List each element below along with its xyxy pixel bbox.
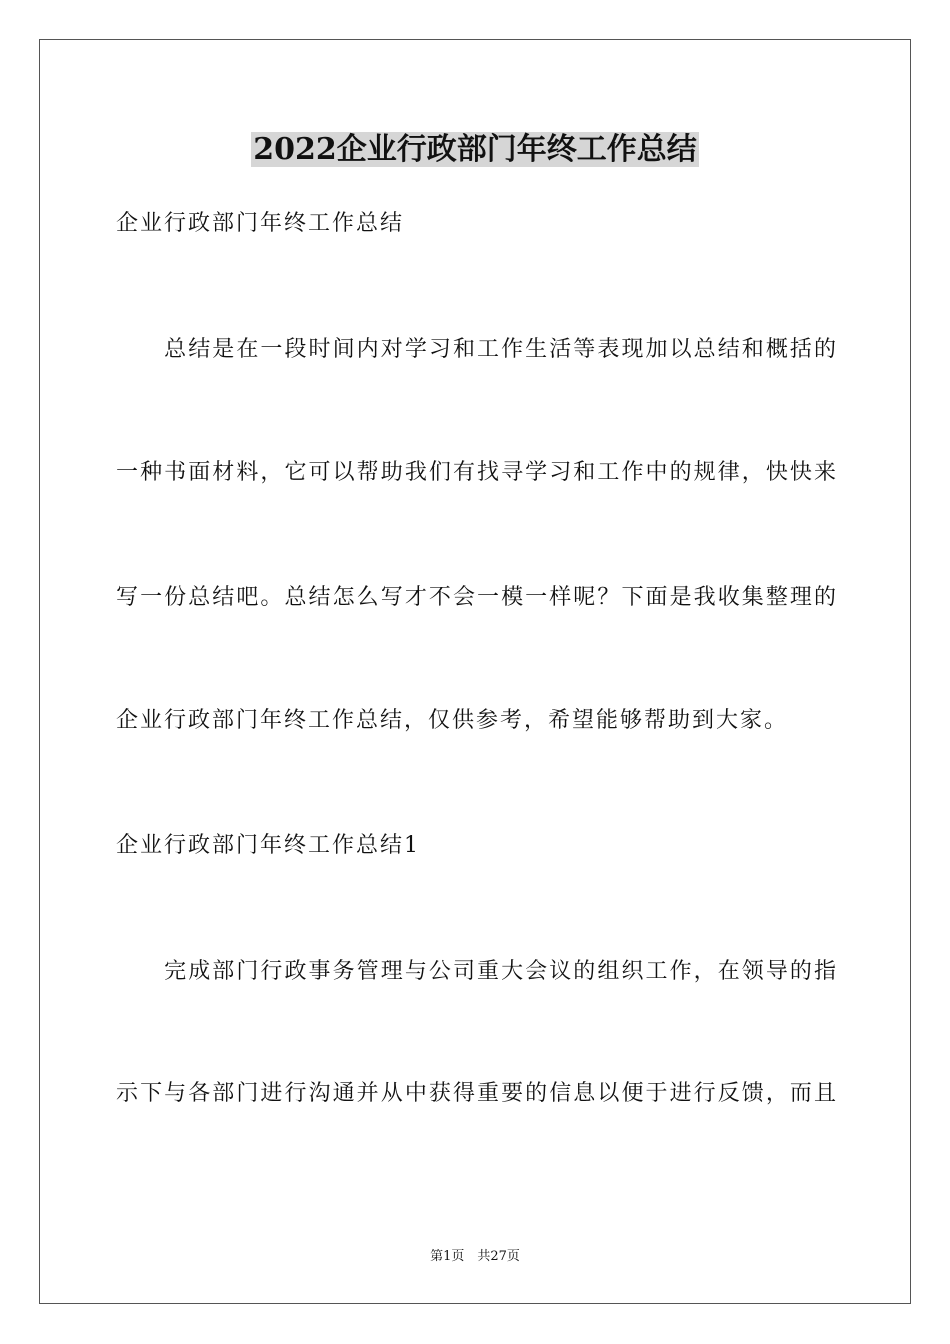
paragraph-line: 完成部门行政事务管理与公司重大会议的组织工作，在领导的指 [116,959,836,984]
section-heading: 企业行政部门年终工作总结1 [116,833,420,858]
paragraph-line: 写一份总结吧。总结怎么写才不会一模一样呢？下面是我收集整理的 [116,585,836,610]
page-footer: 第1页 共27页 [430,1249,520,1264]
subtitle-line: 企业行政部门年终工作总结 [116,211,405,236]
paragraph-line: 企业行政部门年终工作总结，仅供参考，希望能够帮助到大家。 [116,708,789,733]
document-title [0,128,950,172]
paragraph-line: 示下与各部门进行沟通并从中获得重要的信息以便于进行反馈，而且 [116,1081,836,1106]
paragraph-line: 一种书面材料，它可以帮助我们有找寻学习和工作中的规律，快快来 [116,460,836,485]
document-title-text: 2022企业行政部门年终工作总结 [253,132,697,167]
paragraph-line: 总结是在一段时间内对学习和工作生活等表现加以总结和概括的 [116,337,836,362]
